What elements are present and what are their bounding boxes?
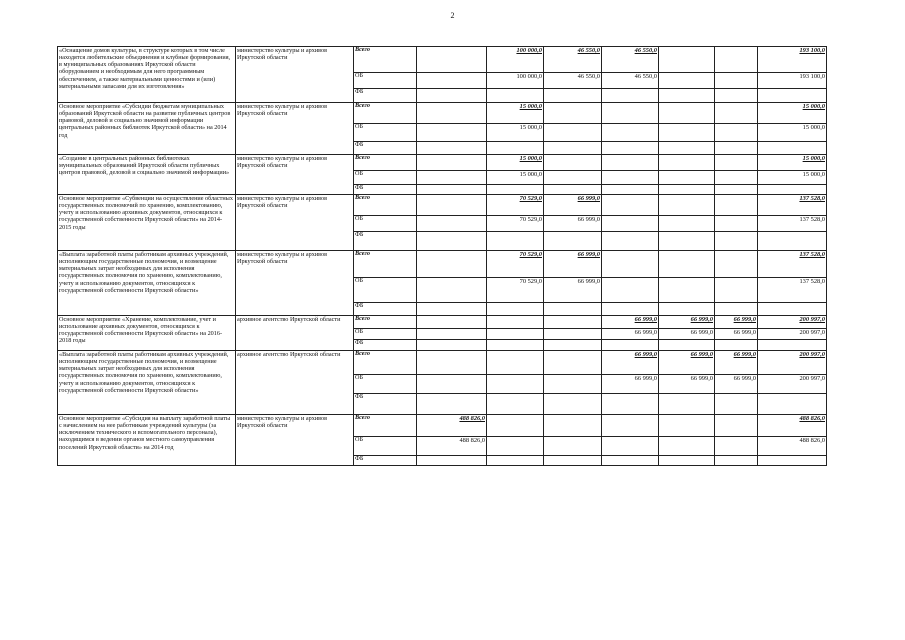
amount-cell xyxy=(715,216,758,232)
amount-cell xyxy=(602,216,659,232)
amount-cell: 66 999,0 xyxy=(602,316,659,329)
amount-cell xyxy=(544,316,602,329)
source-total-label: Всего xyxy=(354,195,417,216)
amount-cell: 66 999,0 xyxy=(715,375,758,394)
amount-cell xyxy=(659,456,715,466)
amount-cell xyxy=(715,394,758,415)
amount-cell xyxy=(487,456,544,466)
source-ob-label: ОБ xyxy=(354,278,417,303)
amount-cell xyxy=(602,394,659,415)
amount-cell xyxy=(602,195,659,216)
amount-cell: 15 000,0 xyxy=(758,103,827,124)
amount-cell xyxy=(417,89,487,103)
amount-cell xyxy=(487,415,544,437)
amount-cell xyxy=(487,340,544,351)
amount-cell xyxy=(417,394,487,415)
measure-description: «Выплата заработной платы работникам архивных учреждений, исполняющим государственные полномочия, и возмещение материальных затрат необходимых для исполнения государственных полномочия по хранению, комплектованию, учету и использованию документов, относящихся к государственной собственности Иркутской области» xyxy=(58,251,236,316)
amount-cell xyxy=(715,303,758,316)
amount-cell xyxy=(715,155,758,171)
amount-cell xyxy=(417,155,487,171)
amount-cell xyxy=(487,303,544,316)
amount-cell xyxy=(602,251,659,278)
amount-cell xyxy=(602,278,659,303)
measure-description: «Создание в центральных районных библиотеках муниципальных образований Иркутской области публичных центров правовой, деловой и социально значимой информации» xyxy=(58,155,236,195)
amount-cell xyxy=(758,456,827,466)
amount-cell xyxy=(715,103,758,124)
amount-cell: 70 529,0 xyxy=(487,251,544,278)
measure-description: Основное мероприятие «Субсидии бюджетам муниципальных образований Иркутской области на развитие публичных центров правовой, деловой и социально значимой информации центральных районных библиотек Иркутской области» на 2014 год xyxy=(58,103,236,155)
source-fb-label: ФБ xyxy=(354,456,417,466)
amount-cell xyxy=(417,195,487,216)
amount-cell xyxy=(659,171,715,185)
amount-cell xyxy=(417,185,487,195)
amount-cell xyxy=(715,340,758,351)
amount-cell: 46 550,0 xyxy=(602,73,659,89)
amount-cell xyxy=(659,437,715,456)
amount-cell xyxy=(602,303,659,316)
amount-cell: 15 000,0 xyxy=(487,155,544,171)
amount-cell: 66 999,0 xyxy=(659,351,715,375)
amount-cell xyxy=(544,155,602,171)
source-total-label: Всего xyxy=(354,251,417,278)
source-total-label: Всего xyxy=(354,415,417,437)
source-ob-label: ОБ xyxy=(354,171,417,185)
amount-cell: 200 997,0 xyxy=(758,375,827,394)
amount-cell: 200 997,0 xyxy=(758,316,827,329)
amount-cell xyxy=(715,47,758,73)
measure-description: Основное мероприятие «Хранение, комплектование, учет и использование архивных документов, относящихся к государственной собственности Иркутской области» на 2016-2018 годы xyxy=(58,316,236,351)
table-row xyxy=(58,155,827,171)
amount-cell: 66 999,0 xyxy=(602,375,659,394)
table-row xyxy=(58,47,827,73)
table-row xyxy=(58,251,827,278)
amount-cell xyxy=(417,124,487,142)
source-total-label: Всего xyxy=(354,103,417,124)
source-ob-label: ОБ xyxy=(354,437,417,456)
amount-cell xyxy=(602,232,659,251)
amount-cell: 46 550,0 xyxy=(544,73,602,89)
source-total-label: Всего xyxy=(354,316,417,329)
table-row xyxy=(58,351,827,375)
amount-cell xyxy=(715,142,758,155)
amount-cell xyxy=(417,216,487,232)
amount-cell xyxy=(544,394,602,415)
amount-cell xyxy=(758,303,827,316)
amount-cell xyxy=(659,185,715,195)
amount-cell xyxy=(659,394,715,415)
amount-cell xyxy=(544,185,602,195)
amount-cell xyxy=(544,303,602,316)
table-row xyxy=(58,316,827,329)
executor-cell: министерство культуры и архивов Иркутской области xyxy=(236,155,354,195)
amount-cell: 66 999,0 xyxy=(602,329,659,340)
amount-cell xyxy=(544,124,602,142)
amount-cell xyxy=(715,185,758,195)
amount-cell: 66 999,0 xyxy=(715,329,758,340)
measure-description: Основное мероприятие «Субвенции на осуществление областных государственных полномочий по хранению, комплектованию, учету и использованию архивных документов, относящихся к государственной собственности Иркутской области» на 2014-2015 годы xyxy=(58,195,236,251)
amount-cell xyxy=(544,437,602,456)
amount-cell xyxy=(487,351,544,375)
amount-cell: 66 999,0 xyxy=(544,216,602,232)
amount-cell: 15 000,0 xyxy=(758,155,827,171)
amount-cell xyxy=(544,351,602,375)
amount-cell xyxy=(544,103,602,124)
amount-cell xyxy=(758,89,827,103)
amount-cell xyxy=(544,89,602,103)
amount-cell: 66 999,0 xyxy=(659,316,715,329)
amount-cell xyxy=(715,195,758,216)
measure-description: «Выплата заработной платы работникам архивных учреждений, исполняющим государственные полномочия, и возмещение материальных затрат необходимых для исполнения государственных полномочия по хранению, комплектованию, учету и использованию документов, относящихся к государственной собственности Иркутской области» xyxy=(58,351,236,415)
source-fb-label: ФБ xyxy=(354,394,417,415)
amount-cell xyxy=(715,124,758,142)
source-fb-label: ФБ xyxy=(354,185,417,195)
amount-cell xyxy=(417,340,487,351)
amount-cell xyxy=(544,329,602,340)
amount-cell: 66 999,0 xyxy=(659,329,715,340)
amount-cell xyxy=(417,73,487,89)
amount-cell: 15 000,0 xyxy=(758,124,827,142)
amount-cell xyxy=(659,303,715,316)
amount-cell xyxy=(602,415,659,437)
amount-cell xyxy=(602,142,659,155)
amount-cell xyxy=(417,142,487,155)
amount-cell xyxy=(758,394,827,415)
amount-cell: 488 826,0 xyxy=(758,437,827,456)
amount-cell xyxy=(417,303,487,316)
amount-cell xyxy=(487,142,544,155)
amount-cell xyxy=(417,316,487,329)
source-total-label: Всего xyxy=(354,155,417,171)
source-ob-label: ОБ xyxy=(354,375,417,394)
amount-cell xyxy=(715,437,758,456)
amount-cell xyxy=(715,456,758,466)
amount-cell xyxy=(659,47,715,73)
amount-cell xyxy=(715,73,758,89)
executor-cell: архивное агентство Иркутской области xyxy=(236,351,354,415)
amount-cell xyxy=(487,185,544,195)
amount-cell: 66 999,0 xyxy=(602,351,659,375)
amount-cell: 488 826,0 xyxy=(758,415,827,437)
executor-cell: министерство культуры и архивов Иркутской области xyxy=(236,103,354,155)
source-ob-label: ОБ xyxy=(354,216,417,232)
source-ob-label: ОБ xyxy=(354,124,417,142)
amount-cell: 200 997,0 xyxy=(758,351,827,375)
amount-cell: 137 528,0 xyxy=(758,195,827,216)
amount-cell xyxy=(417,251,487,278)
amount-cell: 66 999,0 xyxy=(544,251,602,278)
table-row xyxy=(58,415,827,437)
amount-cell xyxy=(417,47,487,73)
amount-cell xyxy=(602,171,659,185)
amount-cell xyxy=(659,73,715,89)
amount-cell: 137 528,0 xyxy=(758,278,827,303)
amount-cell xyxy=(544,340,602,351)
amount-cell xyxy=(602,340,659,351)
executor-cell: министерство культуры и архивов Иркутской области xyxy=(236,195,354,251)
amount-cell xyxy=(659,415,715,437)
amount-cell xyxy=(487,329,544,340)
amount-cell: 100 000,0 xyxy=(487,73,544,89)
measure-description: «Оснащение домов культуры, в структуре которых в том числе находятся любительские объединения и клубные формирования, в муниципальных образованиях Иркутской области оборудованием и необходимым для него программным обеспечением, а также материальными ценностями и (или) материальными запасами для их изготовления» xyxy=(58,47,236,103)
amount-cell xyxy=(544,415,602,437)
amount-cell xyxy=(715,89,758,103)
table-body xyxy=(58,47,827,466)
executor-cell: архивное агентство Иркутской области xyxy=(236,316,354,351)
source-ob-label: ОБ xyxy=(354,329,417,340)
source-fb-label: ФБ xyxy=(354,303,417,316)
amount-cell xyxy=(602,437,659,456)
source-ob-label: ОБ xyxy=(354,73,417,89)
amount-cell xyxy=(417,456,487,466)
amount-cell xyxy=(544,456,602,466)
amount-cell xyxy=(417,232,487,251)
measure-description: Основное мероприятие «Субсидия на выплату заработной платы с начислением на нее работникам учреждений культуры (за исключением технического и вспомогательного персонала), находящимся в ведении органов местного самоуправления поселений Иркутской области» на 2014 год xyxy=(58,415,236,466)
amount-cell xyxy=(758,142,827,155)
source-total-label: Всего xyxy=(354,47,417,73)
amount-cell xyxy=(659,142,715,155)
amount-cell: 193 100,0 xyxy=(758,73,827,89)
amount-cell xyxy=(602,185,659,195)
source-fb-label: ФБ xyxy=(354,142,417,155)
amount-cell xyxy=(602,155,659,171)
amount-cell xyxy=(659,216,715,232)
amount-cell xyxy=(659,278,715,303)
table-row xyxy=(58,195,827,216)
amount-cell xyxy=(715,415,758,437)
amount-cell xyxy=(715,278,758,303)
amount-cell xyxy=(758,340,827,351)
amount-cell: 15 000,0 xyxy=(487,124,544,142)
amount-cell xyxy=(417,171,487,185)
source-fb-label: ФБ xyxy=(354,89,417,103)
amount-cell xyxy=(659,124,715,142)
amount-cell xyxy=(544,171,602,185)
amount-cell xyxy=(602,103,659,124)
amount-cell: 66 999,0 xyxy=(544,195,602,216)
executor-cell: министерство культуры и архивов Иркутской области xyxy=(236,47,354,103)
amount-cell xyxy=(758,232,827,251)
amount-cell: 488 826,0 xyxy=(417,415,487,437)
amount-cell xyxy=(659,103,715,124)
amount-cell: 137 528,0 xyxy=(758,216,827,232)
amount-cell xyxy=(487,375,544,394)
source-fb-label: ФБ xyxy=(354,340,417,351)
amount-cell: 15 000,0 xyxy=(487,103,544,124)
amount-cell xyxy=(659,232,715,251)
amount-cell xyxy=(659,155,715,171)
amount-cell: 66 999,0 xyxy=(715,316,758,329)
executor-cell: министерство культуры и архивов Иркутской области xyxy=(236,251,354,316)
program-table xyxy=(57,46,827,466)
executor-cell: министерство культуры и архивов Иркутской области xyxy=(236,415,354,466)
amount-cell xyxy=(715,171,758,185)
amount-cell xyxy=(602,124,659,142)
amount-cell xyxy=(417,351,487,375)
amount-cell xyxy=(659,340,715,351)
amount-cell: 15 000,0 xyxy=(758,171,827,185)
amount-cell xyxy=(487,394,544,415)
amount-cell xyxy=(487,232,544,251)
amount-cell: 200 997,0 xyxy=(758,329,827,340)
amount-cell xyxy=(659,195,715,216)
amount-cell xyxy=(715,251,758,278)
amount-cell xyxy=(544,375,602,394)
amount-cell xyxy=(417,278,487,303)
amount-cell: 70 529,0 xyxy=(487,216,544,232)
amount-cell: 46 550,0 xyxy=(544,47,602,73)
amount-cell xyxy=(602,89,659,103)
amount-cell xyxy=(487,437,544,456)
amount-cell: 137 528,0 xyxy=(758,251,827,278)
amount-cell xyxy=(544,142,602,155)
amount-cell: 66 999,0 xyxy=(544,278,602,303)
amount-cell xyxy=(487,89,544,103)
source-fb-label: ФБ xyxy=(354,232,417,251)
amount-cell: 66 999,0 xyxy=(659,375,715,394)
amount-cell xyxy=(715,232,758,251)
amount-cell xyxy=(417,375,487,394)
amount-cell: 15 000,0 xyxy=(487,171,544,185)
amount-cell xyxy=(417,329,487,340)
amount-cell: 66 999,0 xyxy=(715,351,758,375)
amount-cell: 193 100,0 xyxy=(758,47,827,73)
amount-cell xyxy=(487,316,544,329)
amount-cell xyxy=(758,185,827,195)
amount-cell: 70 529,0 xyxy=(487,278,544,303)
page-number: 2 xyxy=(450,11,455,20)
source-total-label: Всего xyxy=(354,351,417,375)
amount-cell: 46 550,0 xyxy=(602,47,659,73)
table-row xyxy=(58,103,827,124)
amount-cell xyxy=(659,89,715,103)
amount-cell xyxy=(659,251,715,278)
amount-cell: 70 529,0 xyxy=(487,195,544,216)
amount-cell xyxy=(602,456,659,466)
amount-cell: 100 000,0 xyxy=(487,47,544,73)
amount-cell xyxy=(544,232,602,251)
amount-cell: 488 826,0 xyxy=(417,437,487,456)
amount-cell xyxy=(417,103,487,124)
